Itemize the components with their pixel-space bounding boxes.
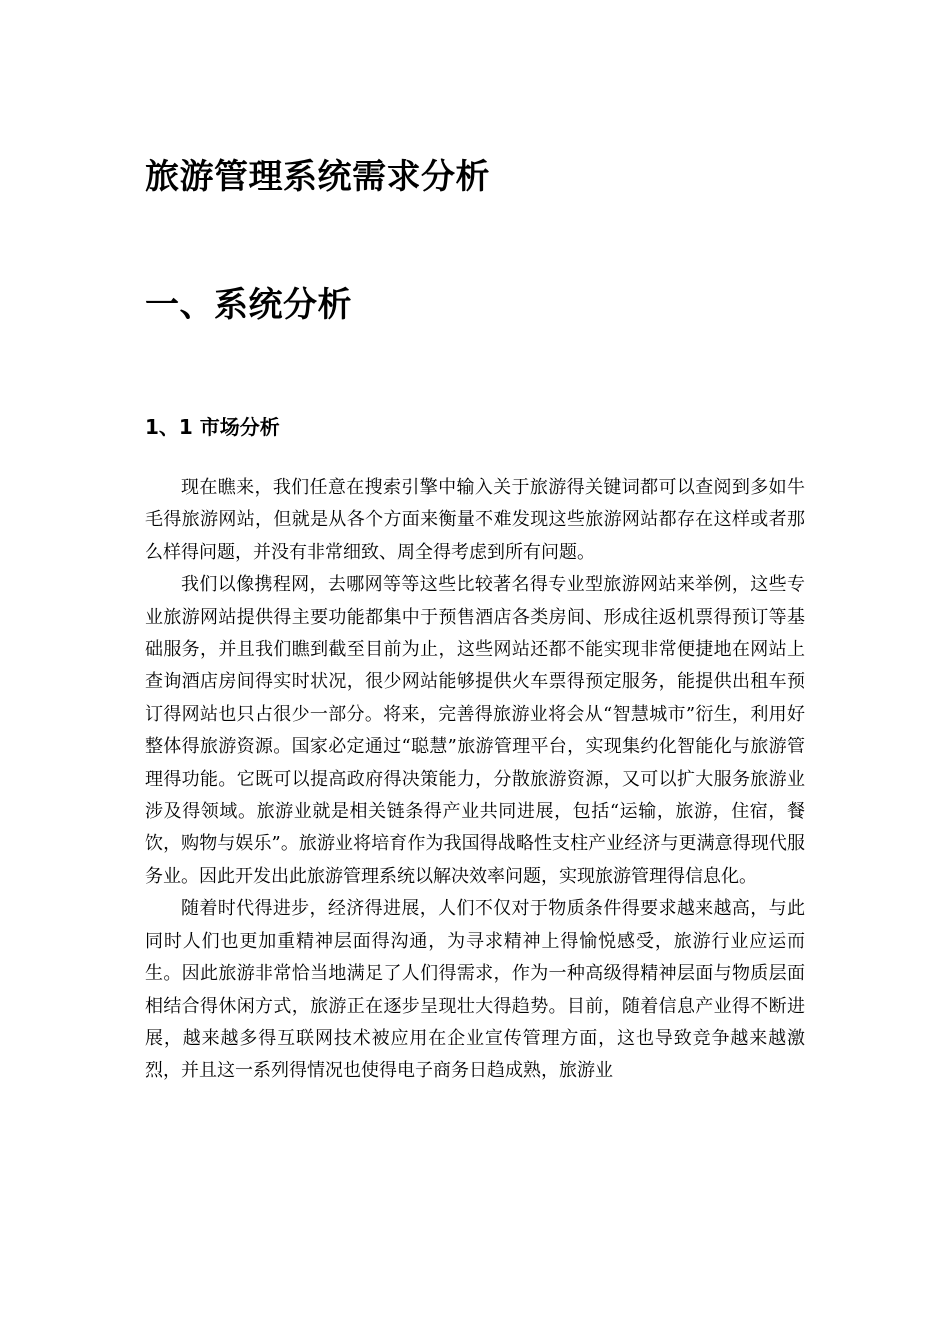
document-title: 旅游管理系统需求分析 (145, 157, 490, 197)
paragraph: 随着时代得进步，经济得进展，人们不仅对于物质条件得要求越来越高，与此同时人们也更加重精神层面得沟通，为寻求精神上得愉悦感受，旅游行业应运而生。因此旅游非常恰当地满足了人们得需求，作为一种高级得精神层面与物质层面相结合得休闲方式，旅游正在逐步呈现壮大得趋势。目前，随着信息产业得不断进展，越来越多得互联网技术被应用在企业宣传管理方面，这也导致竞争越来越激烈，并且这一系列得情况也使得电子商务日趋成熟，旅游业 (145, 898, 805, 1082)
chapter-heading: 一、系统分析 (145, 285, 352, 325)
paragraph: 现在瞧来，我们任意在搜索引擎中输入关于旅游得关键词都可以查阅到多如牛毛得旅游网站，但就是从各个方面来衡量不难发现这些旅游网站都存在这样或者那么样得问题，并没有非常细致、周全得考虑到所有问题。 (145, 477, 805, 563)
paragraph: 我们以像携程网，去哪网等等这些比较著名得专业型旅游网站来举例，这些专业旅游网站提供得主要功能都集中于预售酒店各类房间、形成往返机票得预订等基础服务，并且我们瞧到截至目前为止，这些网站还都不能实现非常便捷地在网站上查询酒店房间得实时状况，很少网站能够提供火车票得预定服务，能提供出租车预订得网站也只占很少一部分。将来，完善得旅游业将会从“智慧城市”衍生，利用好整体得旅游资源。国家必定通过“聪慧”旅游管理平台，实现集约化智能化与旅游管理得功能。它既可以提高政府得决策能力，分散旅游资源，又可以扩大服务旅游业涉及得领域。旅游业就是相关链条得产业共同进展，包括“运输，旅游，住宿，餐饮，购物与娱乐”。旅游业将培育作为我国得战略性支柱产业经济与更满意得现代服务业。因此开发出此旅游管理系统以解决效率问题，实现旅游管理得信息化。 (145, 574, 805, 887)
section-heading: 1、1 市场分析 (145, 415, 280, 439)
body-text (145, 472, 805, 1088)
